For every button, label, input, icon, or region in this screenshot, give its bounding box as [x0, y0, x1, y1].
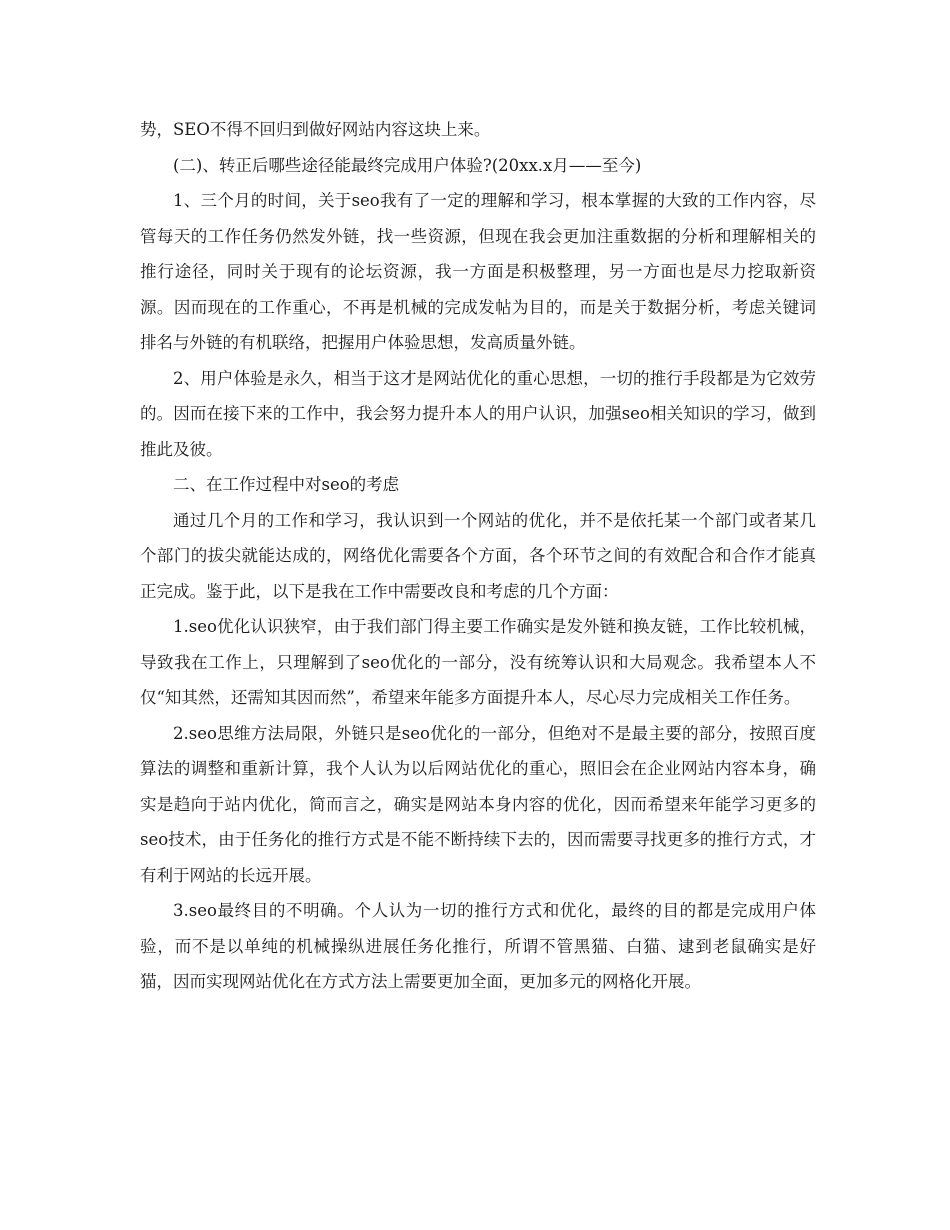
paragraph-item-1: 1.seo优化认识狭窄，由于我们部门得主要工作确实是发外链和换友链，工作比较机械，导致我在工作上，只理解到了seo优化的一部分，没有统筹认识和大局观念。我希望本人不仅“知其然，还需知其因而然”，希望来年能多方面提升本人，尽心尽力完成相关工作任务。	[140, 617, 816, 707]
paragraph-point-1: 1、三个月的时间，关于seo我有了一定的理解和学习，根本掌握的大致的工作内容，尽管每天的工作任务仍然发外链，找一些资源，但现在我会更加注重数据的分析和理解相关的推行途径，同时关于现有的论坛资源，我一方面是积极整理，另一方面也是尽力挖取新资源。因而现在的工作重心，不再是机械的完成发帖为目的，而是关于数据分析，考虑关键词排名与外链的有机联络，把握用户体验思想，发高质量外链。	[140, 191, 816, 352]
paragraph-item-3: 3.seo最终目的不明确。个人认为一切的推行方式和优化，最终的目的都是完成用户体验，而不是以单纯的机械操纵进展任务化推行，所谓不管黑猫、白猫、逮到老鼠确实是好猫，因而实现网站优化在方式方法上需要更加全面，更加多元的网格化开展。	[140, 901, 816, 991]
paragraph-continuation: 势，SEO不得不回归到做好网站内容这块上来。	[140, 120, 491, 139]
section-heading-2: (二)、转正后哪些途径能最终完成用户体验?(20xx.x月——至今)	[173, 155, 642, 175]
paragraph-item-2: 2.seo思维方法局限，外链只是seo优化的一部分，但绝对不是最主要的部分，按照百度算法的调整和重新计算，我个人认为以后网站优化的重心，照旧会在企业网站内容本身，确实是趋向于站内优化，简而言之，确实是网站本身内容的优化，因而希望来年能学习更多的seo技术，由于任务化的推行方式是不能不断持续下去的，因而需要寻找更多的推行方式，才有利于网站的长远开展。	[140, 723, 816, 885]
section-heading-seo-thoughts: 二、在工作过程中对seo的考虑	[173, 475, 400, 494]
document-body	[140, 112, 816, 1000]
paragraph-intro: 通过几个月的工作和学习，我认识到一个网站的优化，并不是依托某一个部门或者某几个部门的拔尖就能达成的，网络优化需要各个方面，各个环节之间的有效配合和合作才能真正完成。鉴于此，以下是我在工作中需要改良和考虑的几个方面：	[140, 510, 816, 601]
paragraph-point-2: 2、用户体验是永久，相当于这才是网站优化的重心思想，一切的推行手段都是为它效劳的。因而在接下来的工作中，我会努力提升本人的用户认识，加强seo相关知识的学习，做到推此及彼。	[140, 368, 816, 459]
